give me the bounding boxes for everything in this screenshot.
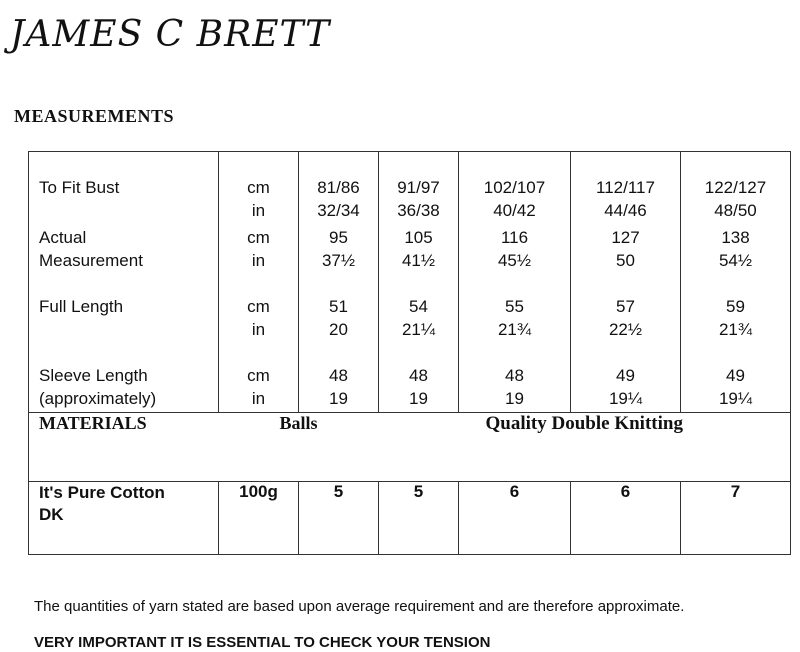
measurement-units-line: in [251, 320, 266, 339]
measurement-value [571, 360, 681, 413]
measurement-units-line: cm [247, 228, 270, 247]
measurement-row [29, 291, 791, 360]
yarn-row [29, 482, 791, 555]
measurement-value-line: 49 [616, 366, 635, 385]
measurement-value [299, 360, 379, 413]
measurement-value-line: 21¼ [401, 320, 436, 339]
measurement-value-line: 127 [611, 228, 640, 247]
measurement-value [681, 152, 791, 223]
measurement-value [681, 291, 791, 360]
measurement-label-line [39, 199, 218, 222]
measurement-value-line: 48 [329, 366, 348, 385]
yarn-quantity: 5 [379, 482, 459, 555]
measurement-value-line: 19 [505, 389, 524, 408]
measurement-value-line: 40/42 [493, 201, 536, 220]
measurement-value [299, 152, 379, 223]
measurement-units-line: in [251, 251, 266, 270]
yarn-quantity: 6 [571, 482, 681, 555]
measurement-units [219, 152, 299, 223]
measurement-value-line: 138 [721, 228, 750, 247]
measurement-row [29, 222, 791, 291]
measurement-value-line: 20 [329, 320, 348, 339]
measurement-value-line: 102/107 [483, 178, 546, 197]
measurement-value-line: 19 [329, 389, 348, 408]
measurement-value [379, 222, 459, 291]
measurement-units [219, 222, 299, 291]
measurement-label-line: Actual [39, 228, 87, 247]
measurement-value [681, 360, 791, 413]
brand-logo-text: JAMES C BRETT [10, 14, 331, 55]
measurement-units-line: cm [247, 366, 270, 385]
measurement-value-line: 122/127 [704, 178, 767, 197]
yarn-name [29, 482, 219, 555]
measurement-value-line: 55 [505, 297, 524, 316]
measurement-value [459, 291, 571, 360]
measurement-value-line: 48 [409, 366, 428, 385]
measurement-value-line: 95 [329, 228, 348, 247]
measurement-value-line: 21¾ [718, 320, 753, 339]
measurement-value-line: 37½ [321, 251, 356, 270]
measurement-value-line: 41½ [401, 251, 436, 270]
measurement-value [459, 152, 571, 223]
measurement-value-line: 19¼ [718, 389, 753, 408]
measurement-value-line: 116 [500, 228, 529, 247]
measurement-label [29, 222, 219, 291]
materials-label: MATERIALS [29, 413, 219, 482]
measurement-value-line: 22½ [608, 320, 643, 339]
yarn-name-line: It's Pure Cotton [39, 483, 165, 502]
measurements-table [28, 151, 791, 555]
measurement-value-line: 105 [404, 228, 433, 247]
measurement-value-line: 112/117 [596, 178, 655, 197]
yarn-quantity: 5 [299, 482, 379, 555]
measurement-units-line: in [251, 201, 266, 220]
measurement-value [459, 360, 571, 413]
yarn-name-line: DK [39, 505, 64, 524]
measurement-value-line: 48/50 [714, 201, 757, 220]
measurement-label-line: Full Length [39, 297, 124, 316]
measurement-value [379, 291, 459, 360]
materials-row [29, 413, 791, 482]
measurement-value [459, 222, 571, 291]
measurement-value [571, 152, 681, 223]
measurement-value-line: 91/97 [397, 178, 440, 197]
measurement-value [571, 222, 681, 291]
measurement-label [29, 360, 219, 413]
measurement-value [379, 360, 459, 413]
measurement-value-line: 19 [409, 389, 428, 408]
measurement-label-line: Sleeve Length [39, 366, 148, 385]
measurement-units [219, 360, 299, 413]
yarn-quantity: 7 [681, 482, 791, 555]
measurement-row [29, 360, 791, 413]
yarn-note: The quantities of yarn stated are based upon average requirement and are therefore approximate. [34, 598, 685, 615]
tension-note: VERY IMPORTANT IT IS ESSENTIAL TO CHECK YOUR TENSION [34, 634, 491, 651]
measurement-label [29, 152, 219, 223]
measurement-value-line: 54½ [718, 251, 753, 270]
measurement-value [299, 291, 379, 360]
measurement-value-line: 49 [726, 366, 745, 385]
measurement-label-line: To Fit Bust [39, 178, 120, 197]
measurement-row [29, 152, 791, 223]
measurement-value-line: 51 [329, 297, 348, 316]
measurement-value-line: 32/34 [317, 201, 360, 220]
measurement-value-line: 36/38 [397, 201, 440, 220]
measurement-value-line: 21¾ [497, 320, 532, 339]
measurement-value [299, 222, 379, 291]
balls-label: Balls [219, 413, 379, 482]
measurement-value-line: 54 [409, 297, 428, 316]
measurement-label-line: (approximately) [39, 389, 157, 408]
measurement-label-line: Measurement [39, 251, 143, 270]
measurement-value-line: 81/86 [317, 178, 360, 197]
measurement-value [379, 152, 459, 223]
measurement-value [571, 291, 681, 360]
measurement-value-line: 19¼ [608, 389, 643, 408]
quality-label: Quality Double Knitting [379, 413, 791, 482]
measurement-value-line: 50 [616, 251, 635, 270]
measurement-value-line: 59 [726, 297, 745, 316]
section-title: MEASUREMENTS [14, 106, 175, 126]
measurement-value [681, 222, 791, 291]
measurement-units-line: cm [247, 297, 270, 316]
measurement-units-line: in [251, 389, 266, 408]
yarn-quantity: 6 [459, 482, 571, 555]
measurement-label [29, 291, 219, 360]
measurement-units-line: cm [247, 178, 270, 197]
yarn-weight: 100g [219, 482, 299, 555]
measurement-value-line: 48 [505, 366, 524, 385]
measurement-value-line: 45½ [497, 251, 532, 270]
measurement-value-line: 57 [616, 297, 635, 316]
measurement-value-line: 44/46 [604, 201, 647, 220]
measurement-units [219, 291, 299, 360]
measurement-label-line [39, 318, 218, 341]
